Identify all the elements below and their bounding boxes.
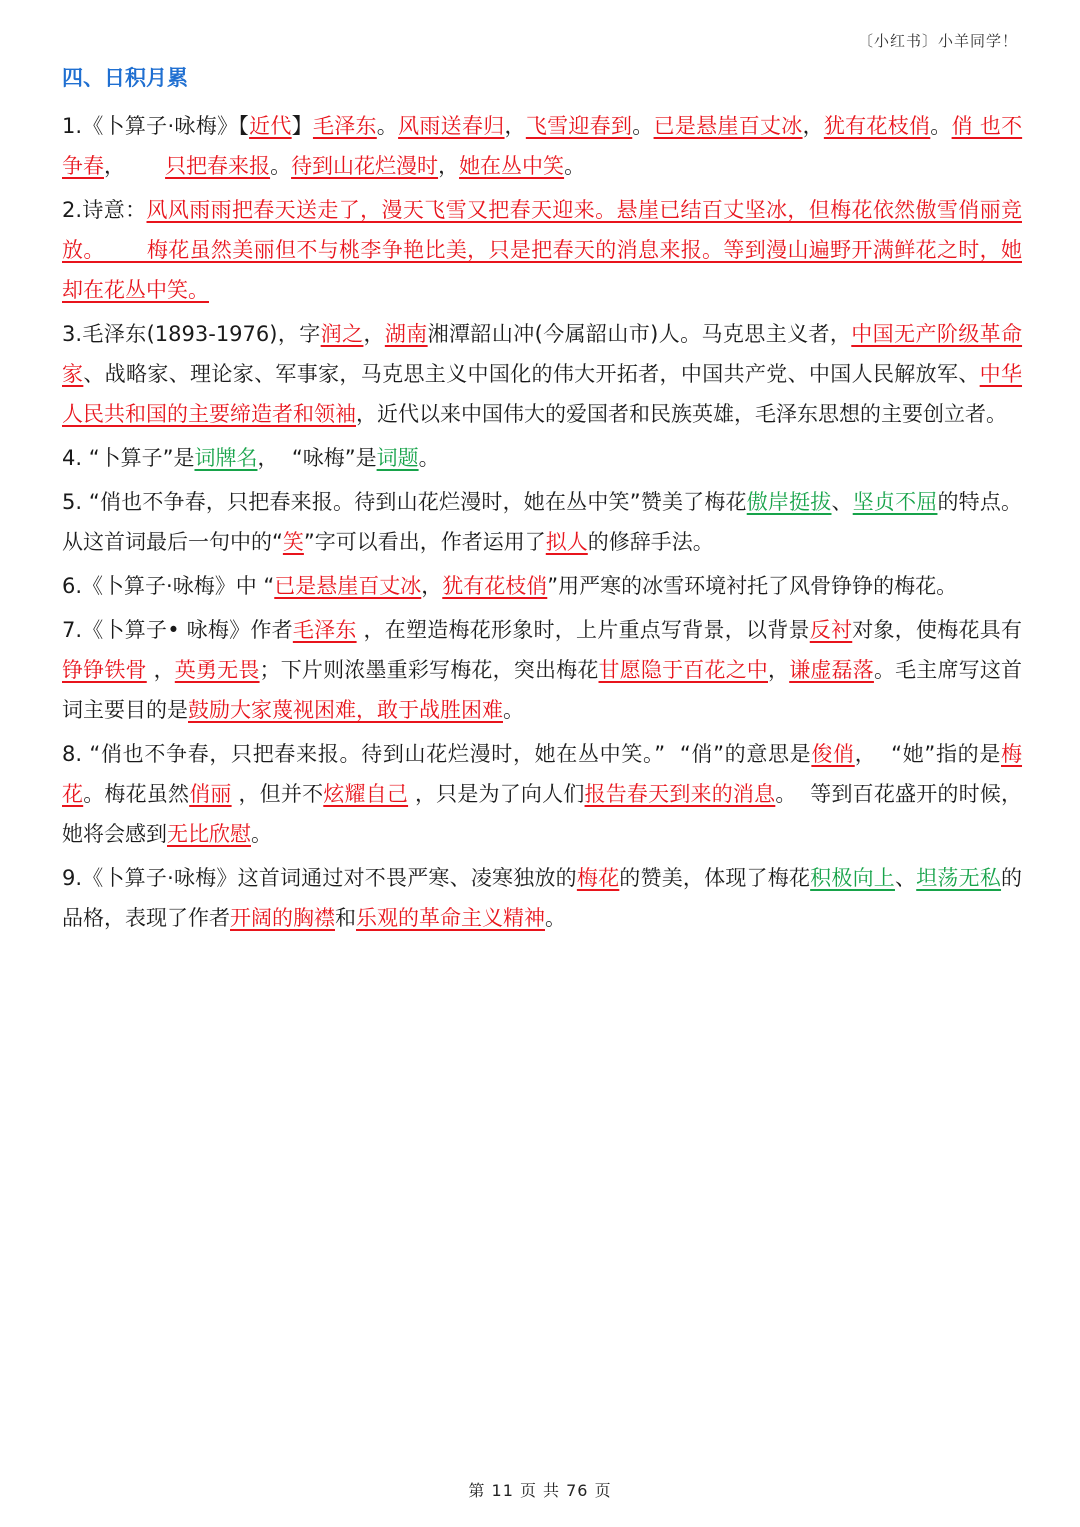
text-segment: 的赞美，体现了梅花 — [619, 866, 811, 890]
answer-red: 铮铮铁骨 — [62, 658, 147, 682]
text-segment: 。梅花虽然 — [83, 782, 190, 806]
answer-red: 无比欣慰 — [167, 822, 251, 846]
answer-red: 中华人民共和国的主要缔造者和领袖 — [62, 362, 1023, 426]
text-segment: ， — [363, 322, 385, 346]
answer-red: 炫耀自己 — [323, 782, 409, 806]
answer-red: 风风雨雨把春天送走了，漫天飞雪又把春天迎来。悬崖已结百丈坚冰，但梅花依然傲雪俏丽竞放。 梅花虽然美丽但不与桃李争艳比美，只是把春天的消息来报。等到漫山遍野开满鲜花之时，她却在花丛中笑。 — [62, 198, 1022, 302]
text-segment: 、 — [831, 490, 853, 514]
text-segment: ， — [768, 658, 790, 682]
paragraph-4 — [62, 438, 1022, 478]
text-segment: 的特点。从这首词最后一句中的“ — [62, 490, 1023, 554]
answer-red: 风雨送春归 — [398, 114, 505, 138]
text-segment: ， — [802, 114, 824, 138]
text-segment: 】 — [291, 114, 313, 138]
answer-red: 犹有花枝俏 — [442, 574, 548, 598]
page-number: 第 11 页 共 76 页 — [468, 1481, 612, 1500]
answer-red: 甘愿隐于百花之中 — [598, 658, 768, 682]
text-segment: 。 — [376, 114, 399, 138]
text-segment: ， — [438, 154, 460, 178]
answer-red: 已是悬崖百丈冰 — [274, 574, 422, 598]
paragraph-8 — [62, 734, 1022, 854]
text-segment: ；下片则浓墨重彩写梅花，突出梅花 — [259, 658, 599, 682]
answer-red: 湖南 — [384, 322, 428, 346]
answer-red: 润之 — [320, 322, 364, 346]
paragraph-9 — [62, 858, 1022, 938]
text-segment: 1.《卜算子·咏梅》【 — [62, 114, 250, 138]
text-segment: 2.诗意： — [62, 198, 147, 222]
text-segment: 9.《卜算子·咏梅》这首词通过对不畏严寒、凌寒独放的 — [62, 866, 577, 890]
answer-red: 俊俏 — [811, 742, 855, 766]
text-segment: ， — [104, 154, 166, 178]
text-segment: ”字可以看出，作者运用了 — [303, 530, 546, 554]
answer-red: 开阔的胸襟 — [230, 906, 335, 930]
text-segment: 。 — [564, 154, 586, 178]
answer-green: 词题 — [376, 446, 419, 470]
answer-red: 拟人 — [545, 530, 588, 554]
text-segment: ， — [504, 114, 526, 138]
answer-red: 英勇无畏 — [174, 658, 260, 682]
answer-green: 词牌名 — [194, 446, 258, 470]
answer-red: 梅花 — [62, 742, 1023, 806]
paragraph-5 — [62, 482, 1022, 562]
text-segment: 的修辞手法。 — [587, 530, 714, 554]
answer-red: 报告春天到来的消息 — [584, 782, 776, 806]
text-segment: 。 等到百花盛开的时候，她将会感到 — [62, 782, 1023, 846]
text-segment: 。 — [632, 114, 654, 138]
answer-red: 飞雪迎春到 — [525, 114, 633, 138]
text-segment: ，只是为了向人们 — [408, 782, 585, 806]
text-segment: 。 — [251, 822, 272, 846]
text-segment: 湘潭韶山冲(今属韶山市)人。马克思主义者， — [427, 322, 852, 346]
answer-red: 鼓励大家蔑视困难，敢于战胜困难 — [188, 698, 503, 722]
answer-green: 坦荡无私 — [916, 866, 1002, 890]
answer-red: 毛泽东 — [292, 618, 357, 642]
text-segment: 。 — [930, 114, 952, 138]
answer-red: 俏 也不争春 — [62, 114, 1023, 178]
text-segment: 的品格，表现了作者 — [62, 866, 1023, 930]
answer-red: 中国无产阶级革命家 — [62, 322, 1023, 386]
text-segment: ， — [146, 658, 175, 682]
answer-red: 笑 — [282, 530, 304, 554]
text-segment: 。 — [503, 698, 524, 722]
section-title: 四、日积月累 — [62, 66, 188, 90]
answer-red: 乐观的革命主义精神 — [356, 906, 545, 930]
watermark: 〔小红书〕小羊同学！ — [857, 32, 1018, 50]
answer-red: 反衬 — [809, 618, 853, 642]
text-segment: ，近代以来中国伟大的爱国者和民族英雄，毛泽东思想的主要创立者。 — [356, 402, 1007, 426]
text-segment: 、 — [894, 866, 917, 890]
paragraph-6 — [62, 566, 1022, 606]
text-segment: ，在塑造梅花形象时，上片重点写背景，以背景 — [356, 618, 810, 642]
answer-red: 俏丽 — [189, 782, 232, 806]
paragraph-list — [62, 106, 1022, 938]
text-segment: 3.毛泽东(1893-1976)，字 — [62, 322, 321, 346]
text-segment: 6.《卜算子·咏梅》中 “ — [62, 574, 275, 598]
answer-red: 犹有花枝俏 — [823, 114, 931, 138]
answer-red: 待到山花烂漫时 — [291, 154, 439, 178]
text-segment: 。毛主席写这首词主要目的是 — [62, 658, 1023, 722]
text-segment: 对象，使梅花具有 — [852, 618, 1022, 642]
text-segment: 。 — [270, 154, 292, 178]
text-segment: ， “她”指的是 — [854, 742, 1002, 766]
text-segment: ，但并不 — [231, 782, 324, 806]
text-segment: 8. “俏也不争春，只把春来报。待到山花烂漫时，她在丛中笑。” “俏”的意思是 — [62, 742, 812, 766]
text-segment: 7.《卜算子• 咏梅》作者 — [62, 618, 293, 642]
answer-red: 已是悬崖百丈冰 — [653, 114, 803, 138]
text-segment: 。 — [418, 446, 440, 470]
paragraph-3 — [62, 314, 1022, 434]
document-body — [62, 62, 1022, 942]
paragraph-7 — [62, 610, 1022, 730]
text-segment: 和 — [335, 906, 356, 930]
text-segment: ， “咏梅”是 — [257, 446, 377, 470]
text-segment: 、战略家、理论家、军事家，马克思主义中国化的伟大开拓者，中国共产党、中国人民解放军、 — [83, 362, 980, 386]
text-segment: 5. “俏也不争春，只把春来报。待到山花烂漫时，她在丛中笑”赞美了梅花 — [62, 490, 747, 514]
answer-red: 近代 — [249, 114, 292, 138]
answer-red: 她在丛中笑 — [459, 154, 565, 178]
text-segment: 4. “卜算子”是 — [62, 446, 195, 470]
answer-red: 谦虚磊落 — [789, 658, 874, 682]
text-segment: ”用严寒的冰雪环境衬托了风骨铮铮的梅花。 — [547, 574, 958, 598]
answer-red: 毛泽东 — [312, 114, 377, 138]
text-segment: ， — [421, 574, 443, 598]
answer-green: 积极向上 — [810, 866, 895, 890]
paragraph-1 — [62, 106, 1022, 186]
answer-green: 傲岸挺拔 — [746, 490, 832, 514]
answer-green: 坚贞不屈 — [852, 490, 938, 514]
answer-red: 梅花 — [576, 866, 620, 890]
paragraph-2 — [62, 190, 1022, 310]
text-segment: 。 — [545, 906, 566, 930]
answer-red: 只把春来报 — [165, 154, 271, 178]
